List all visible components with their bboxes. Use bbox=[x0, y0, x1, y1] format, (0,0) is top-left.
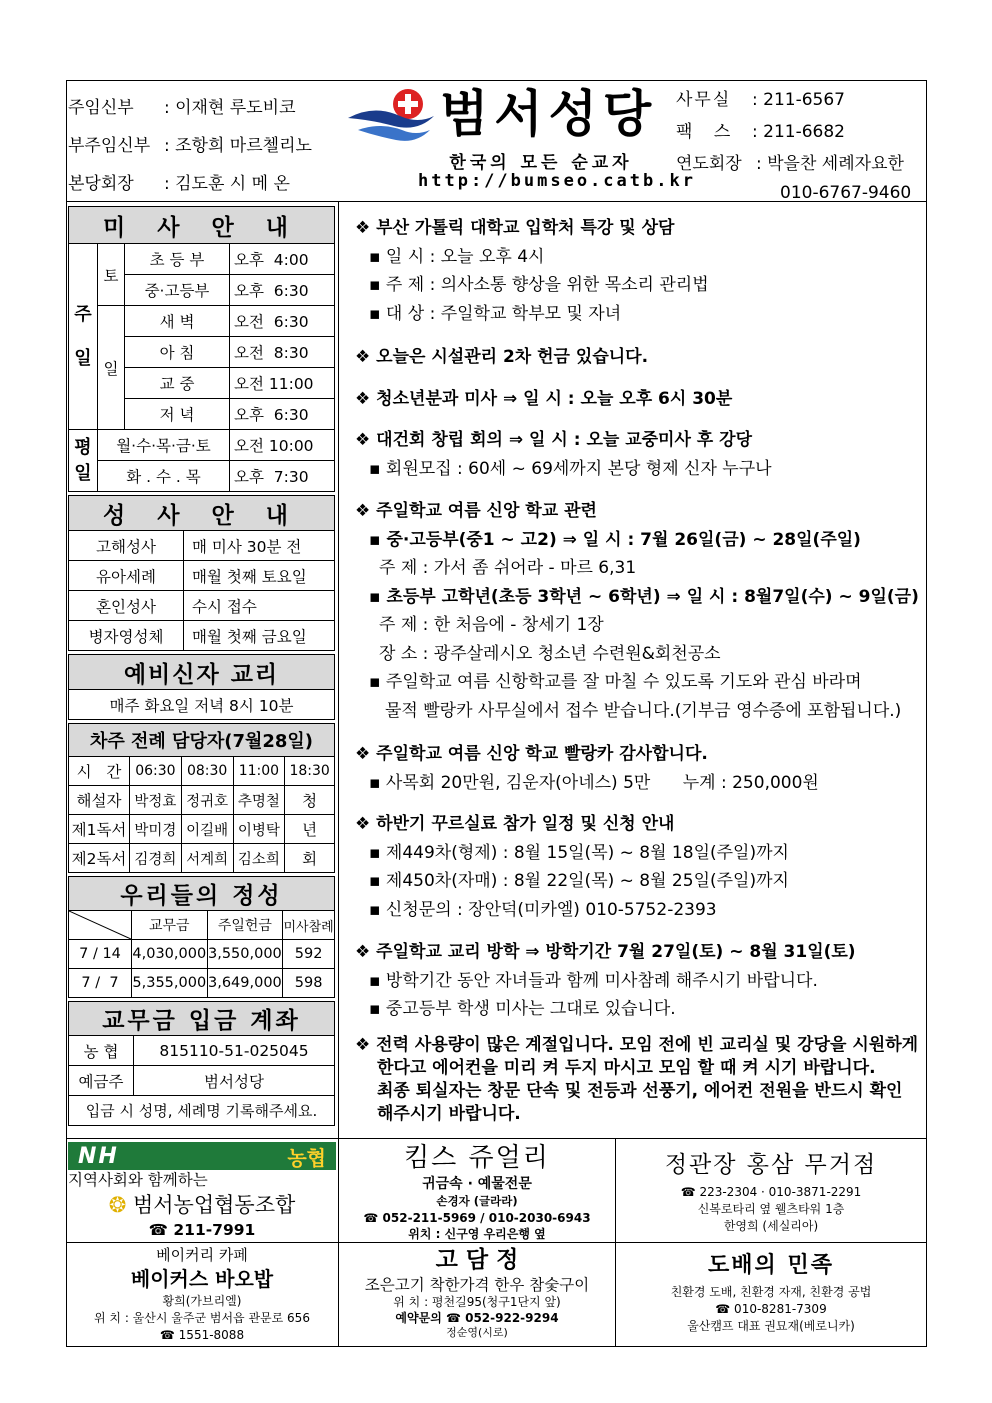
notice-item bbox=[355, 426, 772, 483]
nh-phone: ☎ 211-7991 bbox=[148, 1221, 256, 1239]
notice-line: 최종 퇴실자는 창문 단속 및 전등과 선풍기, 에어컨 전원을 반드시 확인 bbox=[377, 1081, 903, 1101]
offering-title: 우리들의 정성 bbox=[69, 877, 335, 911]
notice-item bbox=[355, 497, 919, 725]
nh-name: 범서농업협동조합 bbox=[132, 1193, 296, 1217]
godam-name: 고 담 정 bbox=[435, 1247, 519, 1273]
godam-reserve: 예약문의 ☎ 052-922-9294 bbox=[395, 1311, 559, 1325]
sacrament-value: 매월 첫째 금요일 bbox=[184, 621, 335, 651]
diamond-bullet-icon: ❖ bbox=[355, 389, 377, 409]
sacrament-name: 유아세례 bbox=[69, 561, 184, 591]
president-value: : 김도훈 시 메 온 bbox=[164, 174, 290, 194]
catechumen-title: 예비신자 교리 bbox=[69, 655, 335, 690]
mass-row-time: 오전 6:30 bbox=[230, 306, 335, 337]
offering-value: 5,355,000 bbox=[132, 969, 208, 998]
summer-ele-place: 장 소 : 광주살레시오 청소년 수련원&회천공소 bbox=[379, 643, 721, 664]
notice-line: 한다고 에어컨을 미리 켜 두지 마시고 모임 할 때 켜 시기 바랍니다. bbox=[377, 1058, 876, 1078]
sacrament-value: 매월 첫째 토요일 bbox=[184, 561, 335, 591]
duty-person: 이병탁 bbox=[233, 815, 285, 844]
header-row-president bbox=[68, 165, 312, 203]
mass-row-name: 새 벽 bbox=[125, 306, 230, 337]
sunday-label: 주 일 bbox=[69, 244, 98, 430]
assistant-label: 부주임신부 bbox=[68, 136, 151, 156]
notice-item bbox=[355, 1034, 918, 1126]
header-row-assistant bbox=[68, 127, 312, 165]
header-row-pastor bbox=[68, 89, 312, 127]
offering-header: 미사참례 bbox=[283, 911, 335, 940]
bakery-address: 위 치 : 울산시 울주군 범서읍 관문로 656 bbox=[94, 1311, 310, 1325]
office-label: 사무실 bbox=[676, 90, 732, 110]
duty-person: 서계희 bbox=[181, 844, 233, 873]
offering-value: 3,550,000 bbox=[207, 940, 283, 969]
summer-mid-head: ▪ 중·고등부(중1 ~ 고2) ⇒ 일 시 : 7월 26일(금) ~ 28일(주일) bbox=[369, 529, 861, 550]
header-row-yeondo bbox=[676, 148, 911, 180]
mass-row-name: 교 중 bbox=[125, 368, 230, 399]
offering-corner bbox=[69, 911, 132, 940]
mass-row-name: 중·고등부 bbox=[125, 275, 230, 306]
duty-youth: 회 bbox=[285, 844, 335, 873]
ads-divider-2 bbox=[615, 1138, 616, 1347]
mass-row-time: 오전 11:00 bbox=[230, 368, 335, 399]
mass-row-time: 오후 4:00 bbox=[230, 244, 335, 275]
notice-line: ▪ 회원모집 : 60세 ~ 69세까지 본당 형제 신자 누구나 bbox=[369, 458, 772, 479]
diagonal-divider-icon bbox=[69, 911, 131, 939]
duty-person: 박정효 bbox=[130, 786, 182, 815]
mass-row-time: 오후 6:30 bbox=[230, 399, 335, 430]
duty-role: 제2독서 bbox=[69, 844, 130, 873]
fax-label: 팩 스 bbox=[676, 122, 739, 142]
diamond-bullet-icon: ❖ bbox=[355, 1035, 377, 1055]
account-title: 교무금 입금 계좌 bbox=[69, 1002, 335, 1036]
account-note: 입금 시 성명, 세례명 기록해주세요. bbox=[69, 1096, 335, 1126]
kims-name: 킴스 쥬얼리 bbox=[404, 1143, 550, 1173]
notice-head: 하반기 꾸르실료 참가 일정 및 신청 안내 bbox=[376, 814, 675, 834]
notice-head: 대건회 창립 회의 ⇒ 일 시 : 오늘 교중미사 후 강당 bbox=[376, 430, 752, 450]
dobae-name: 도배의 민족 bbox=[708, 1253, 834, 1278]
header-row-office bbox=[676, 84, 911, 116]
ads-top-divider bbox=[66, 1138, 927, 1139]
godam-sub: 조은고기 착한가격 한우 참숯구이 bbox=[364, 1276, 590, 1294]
offering-value: 3,649,000 bbox=[207, 969, 283, 998]
notice-item bbox=[355, 810, 789, 924]
catechumen-table bbox=[68, 654, 335, 720]
summer-ele-head: ▪ 초등부 고학년(초등 3학년 ~ 6학년) ⇒ 일 시 : 8월7일(수) ~ 9일(금) bbox=[369, 586, 919, 607]
mass-row-time: 오후 6:30 bbox=[230, 275, 335, 306]
offering-date: 7 / 7 bbox=[69, 969, 132, 998]
nh-tagline: 지역사회와 함께하는 bbox=[68, 1171, 208, 1189]
nh-brand: 농협 bbox=[287, 1145, 326, 1170]
catechumen-value: 매주 화요일 저녁 8시 10분 bbox=[69, 690, 335, 720]
ad-ginseng bbox=[617, 1146, 925, 1235]
yeondo-phone: 010-6767-9460 bbox=[780, 183, 912, 203]
ad-dobae bbox=[617, 1248, 925, 1335]
bakery-category: 베이커리 카페 bbox=[156, 1246, 248, 1264]
summer-mid-theme: 주 제 : 가서 좀 쉬어라 - 마르 6,31 bbox=[379, 558, 637, 578]
ads-divider-1 bbox=[338, 1138, 339, 1347]
holder-value: 범서성당 bbox=[134, 1066, 335, 1096]
kims-sub: 귀금속 · 예물전문 bbox=[422, 1176, 532, 1192]
nh-logo: NH bbox=[78, 1143, 119, 1169]
church-motto: 한국의 모든 순교자 bbox=[449, 153, 633, 173]
godam-owner: 정순영(시로) bbox=[446, 1326, 508, 1339]
duty-title: 차주 전례 담당자(7월28일) bbox=[69, 724, 335, 757]
diamond-bullet-icon: ❖ bbox=[355, 218, 377, 238]
offering-value: 592 bbox=[283, 940, 335, 969]
offering-date: 7 / 14 bbox=[69, 940, 132, 969]
account-table bbox=[68, 1001, 335, 1126]
ad-nh bbox=[68, 1142, 336, 1240]
diamond-bullet-icon: ❖ bbox=[355, 501, 377, 521]
duty-youth: 년 bbox=[285, 815, 335, 844]
dobae-owner: 울산캠프 대표 권묘재(베로니카) bbox=[687, 1319, 855, 1333]
assistant-value: : 조항희 마르첼리노 bbox=[164, 136, 312, 156]
office-value: : 211-6567 bbox=[752, 90, 845, 110]
bakery-owner: 황희(가브리엘) bbox=[162, 1294, 242, 1308]
president-label: 본당회장 bbox=[68, 174, 134, 194]
ginseng-owner: 한영희 (세실리아) bbox=[723, 1219, 819, 1233]
diamond-bullet-icon: ❖ bbox=[355, 814, 377, 834]
duty-role: 제1독서 bbox=[69, 815, 130, 844]
sacrament-name: 고해성사 bbox=[69, 531, 184, 561]
notice-line: ▪ 일 시 : 오늘 오후 4시 bbox=[369, 246, 545, 267]
duty-person: 박미경 bbox=[130, 815, 182, 844]
header-divider bbox=[66, 201, 927, 202]
notice-line: 해주시기 바랍니다. bbox=[377, 1104, 521, 1124]
offering-value: 598 bbox=[283, 969, 335, 998]
church-logo-icon bbox=[344, 86, 436, 148]
sacrament-value: 수시 접수 bbox=[184, 591, 335, 621]
bank-account: 815110-51-025045 bbox=[134, 1036, 335, 1066]
ad-bakery bbox=[68, 1245, 336, 1344]
left-column bbox=[68, 206, 335, 1126]
weekday-label: 평 일 bbox=[69, 430, 98, 492]
notice-head: 전력 사용량이 많은 계절입니다. 모임 전에 빈 교리실 및 강당을 시원하게 bbox=[376, 1035, 919, 1055]
notice-line: ▪ 대 상 : 주일학교 학부모 및 자녀 bbox=[369, 303, 622, 324]
duty-person: 이길배 bbox=[181, 815, 233, 844]
diamond-bullet-icon: ❖ bbox=[355, 942, 377, 962]
godam-address: 위 치 : 평천길95(청구1단지 앞) bbox=[393, 1295, 561, 1309]
summer-ele-theme: 주 제 : 한 처음에 - 창세기 1장 bbox=[379, 615, 604, 635]
mass-row-name: 저 녁 bbox=[125, 399, 230, 430]
notice-head: 주일학교 여름 신앙 학교 관련 bbox=[376, 501, 597, 521]
ginseng-name: 정관장 홍삼 무거점 bbox=[664, 1152, 878, 1178]
diamond-bullet-icon: ❖ bbox=[355, 744, 377, 764]
mass-table bbox=[68, 206, 335, 492]
duty-time: 08:30 bbox=[181, 757, 233, 786]
yeondo-label: 연도회장 bbox=[676, 154, 742, 174]
offering-header: 교무금 bbox=[132, 911, 208, 940]
mass-row-time: 오전 10:00 bbox=[230, 430, 335, 461]
kims-location: 위치 : 신구영 우리은행 옆 bbox=[408, 1227, 546, 1241]
ginseng-phone: ☎ 223-2304 · 010-3871-2291 bbox=[680, 1185, 862, 1199]
ad-godam bbox=[340, 1245, 614, 1340]
kims-owner: 손경자 (글라라) bbox=[436, 1194, 518, 1208]
dobae-phone: ☎ 010-8281-7309 bbox=[715, 1302, 827, 1316]
duty-time-label: 시 간 bbox=[69, 757, 130, 786]
column-divider bbox=[338, 201, 339, 1138]
notice-line: ▪ 신청문의 : 장안덕(미카엘) 010-5752-2393 bbox=[369, 899, 717, 920]
mass-row-time: 오전 8:30 bbox=[230, 337, 335, 368]
nh-banner bbox=[68, 1142, 336, 1170]
notice-line: ▪ 제450차(자매) : 8월 22일(목) ~ 8월 25일(주일)까지 bbox=[369, 871, 789, 891]
notice-line: ▪ 사목회 20만원, 김운자(아네스) 5만 누계 : 250,000원 bbox=[369, 772, 819, 793]
duty-youth: 청 bbox=[285, 786, 335, 815]
summer-prayer: 물적 빨랑카 사무실에서 접수 받습니다.(기부금 영수증에 포함됩니다.) bbox=[385, 700, 902, 721]
header-row-fax bbox=[676, 116, 911, 148]
ad-kims bbox=[340, 1141, 614, 1242]
sat-label: 토 bbox=[98, 244, 125, 306]
sacrament-title: 성 사 안 내 bbox=[69, 496, 335, 531]
notice-line: ▪ 중고등부 학생 미사는 그대로 있습니다. bbox=[369, 999, 676, 1019]
diamond-bullet-icon: ❖ bbox=[355, 347, 377, 367]
mass-row-time: 오후 7:30 bbox=[230, 461, 335, 492]
notice-item bbox=[355, 385, 732, 414]
duty-table bbox=[68, 723, 335, 873]
church-name: 범서성당 bbox=[440, 85, 658, 143]
duty-person: 추명철 bbox=[233, 786, 285, 815]
duty-time: 18:30 bbox=[285, 757, 335, 786]
pastor-label: 주임신부 bbox=[68, 98, 134, 118]
offering-header: 주일헌금 bbox=[207, 911, 283, 940]
diamond-bullet-icon: ❖ bbox=[355, 430, 377, 450]
ginseng-address: 신복로타리 옆 웰츠타워 1층 bbox=[697, 1202, 845, 1216]
duty-person: 김소희 bbox=[233, 844, 285, 873]
sacrament-table bbox=[68, 495, 335, 651]
holder-label: 예금주 bbox=[69, 1066, 134, 1096]
duty-person: 정귀호 bbox=[181, 786, 233, 815]
mass-row-name: 화 . 수 . 목 bbox=[98, 461, 230, 492]
duty-time: 11:00 bbox=[233, 757, 285, 786]
notice-item bbox=[355, 740, 819, 797]
bakery-name: 베이커스 바오밥 bbox=[130, 1267, 274, 1291]
kims-phone: ☎ 052-211-5969 / 010-2030-6943 bbox=[363, 1211, 591, 1225]
mass-title: 미 사 안 내 bbox=[69, 207, 335, 244]
duty-person: 김경희 bbox=[130, 844, 182, 873]
summer-prayer: ▪ 주일학교 여름 신항학교를 잘 마칠 수 있도록 기도와 관심 바라며 bbox=[369, 672, 862, 692]
duty-role: 해설자 bbox=[69, 786, 130, 815]
offering-value: 4,030,000 bbox=[132, 940, 208, 969]
duty-time: 06:30 bbox=[130, 757, 182, 786]
sacrament-name: 혼인성사 bbox=[69, 591, 184, 621]
notice-line: ▪ 주 제 : 의사소통 향상을 위한 목소리 관리법 bbox=[369, 275, 709, 295]
notice-item bbox=[355, 343, 648, 372]
notice-head: 오늘은 시설관리 2차 헌금 있습니다. bbox=[376, 347, 649, 367]
dobae-sub: 친환경 도배, 친환경 자재, 친환경 공법 bbox=[670, 1285, 872, 1299]
mass-row-name: 아 침 bbox=[125, 337, 230, 368]
nh-seal-icon: ❂ bbox=[108, 1193, 133, 1217]
notice-line: ▪ 제449차(형제) : 8월 15일(목) ~ 8월 18일(주일)까지 bbox=[369, 842, 789, 863]
notice-head: 주일학교 교리 방학 ⇒ 방학기간 7월 27일(토) ~ 8월 31일(토) bbox=[376, 942, 856, 962]
church-url[interactable]: http://bumseo.catb.kr bbox=[418, 171, 696, 191]
sacrament-name: 병자영성체 bbox=[69, 621, 184, 651]
sacrament-value: 매 미사 30분 전 bbox=[184, 531, 335, 561]
mass-row-name: 초 등 부 bbox=[125, 244, 230, 275]
notice-head: 주일학교 여름 신앙 학교 빨랑카 감사합니다. bbox=[376, 744, 708, 764]
yeondo-value: : 박을찬 세례자요한 bbox=[756, 154, 904, 174]
notice-head: 청소년분과 미사 ⇒ 일 시 : 오늘 오후 6시 30분 bbox=[376, 389, 733, 409]
ads-mid-divider bbox=[66, 1242, 927, 1243]
bakery-phone: ☎ 1551-8088 bbox=[159, 1328, 245, 1342]
notice-item bbox=[355, 214, 709, 328]
fax-value: : 211-6682 bbox=[752, 122, 845, 142]
pastor-value: : 이재현 루도비코 bbox=[164, 98, 296, 118]
notice-item bbox=[355, 938, 856, 1024]
notice-head: 부산 가톨릭 대학교 입학처 특강 및 상담 bbox=[376, 218, 675, 238]
offering-table bbox=[68, 876, 335, 998]
mass-row-name: 월·수·목·금·토 bbox=[98, 430, 230, 461]
sun-label: 일 bbox=[98, 306, 125, 430]
bank-label: 농 협 bbox=[69, 1036, 134, 1066]
notice-line: ▪ 방학기간 동안 자녀들과 함께 미사참례 해주시기 바랍니다. bbox=[369, 970, 818, 991]
